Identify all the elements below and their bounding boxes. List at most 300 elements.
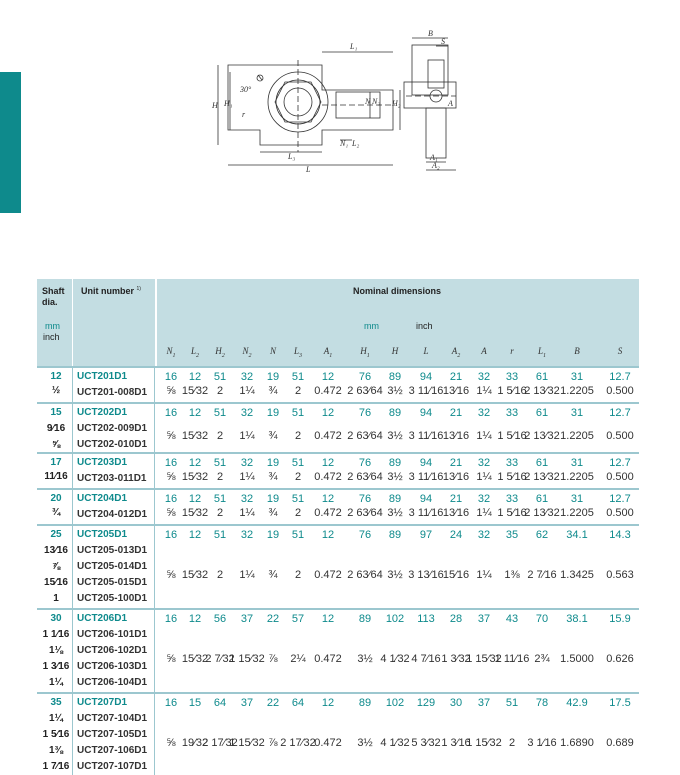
dim-mm-l2: 12 [188, 529, 202, 541]
dim-inch-s: 0.500 [606, 471, 634, 483]
dim-inch-n1: ⅝ [166, 385, 176, 397]
unit-number: UCT202D1 [77, 407, 128, 418]
shaft-dia-inch: ⅞ [51, 561, 61, 572]
dim-mm-a: 32 [477, 407, 491, 419]
dim-mm-l3: 51 [291, 493, 305, 505]
dim-mm-b: 31 [570, 407, 584, 419]
shaft-dia-inch: ⅝ [51, 439, 61, 450]
unit-number: UCT201-008D1 [77, 387, 148, 398]
symbol-l2: $L_2$ [190, 346, 199, 359]
dim-mm-b: 42.9 [566, 697, 588, 709]
dim-mm-a2: 21 [449, 457, 463, 469]
dim-inch-l2: 19⁄32 [181, 737, 209, 749]
symbol-n: N [269, 346, 276, 356]
dim-mm-l2: 12 [188, 407, 202, 419]
group-separator [37, 692, 639, 694]
dim-mm-n1: 16 [164, 697, 178, 709]
dim-mm-l: 113 [417, 613, 435, 625]
dim-mm-h: 89 [388, 371, 402, 383]
dim-inch-l3: 2 17⁄32 [280, 737, 316, 749]
dim-inch-h: 3½ [387, 569, 403, 581]
dim-inch-n2: 1¼ [239, 507, 255, 519]
dim-mm-n: 22 [266, 697, 280, 709]
dim-mm-b: 31 [570, 457, 584, 469]
dim-mm-l3: 64 [291, 697, 305, 709]
dim-inch-l2: 15⁄32 [181, 430, 209, 442]
dim-inch-h1: 3½ [357, 737, 373, 749]
dim-mm-a: 32 [477, 529, 491, 541]
dim-inch-a: 1¼ [476, 385, 492, 397]
dim-mm-a1: 12 [321, 407, 335, 419]
group-separator [37, 452, 639, 454]
dim-mm-h2: 51 [213, 457, 227, 469]
dim-inch-n: ¾ [268, 471, 278, 483]
dim-mm-h2: 56 [213, 613, 227, 625]
dim-inch-h2: 2 [216, 471, 224, 483]
shaft-dia-mm: 30 [50, 613, 62, 624]
shaft-dia-inch: 1⅛ [49, 645, 63, 656]
dim-inch-s: 0.500 [606, 430, 634, 442]
dim-inch-n2: 1 15⁄32 [229, 653, 265, 665]
dim-mm-h1: 76 [358, 493, 372, 505]
dim-inch-l3: 2 [294, 507, 302, 519]
dim-inch-a1: 0.472 [314, 430, 342, 442]
symbol-n1: $N_1$ [166, 346, 176, 359]
dim-mm-h1: 76 [358, 371, 372, 383]
dim-mm-r: 33 [505, 493, 519, 505]
dim-mm-l1: 78 [535, 697, 549, 709]
dim-mm-l: 94 [419, 493, 433, 505]
dim-inch-h2: 2 [216, 507, 224, 519]
symbol-s: S [617, 346, 623, 356]
dim-inch-l3: 2 [294, 471, 302, 483]
unit-number: UCT204-012D1 [77, 509, 148, 520]
dim-mm-a2: 24 [449, 529, 463, 541]
dim-mm-n: 19 [266, 407, 280, 419]
dim-inch-a: 1 15⁄32 [466, 653, 502, 665]
dim-inch-s: 0.689 [606, 737, 634, 749]
dim-mm-a2: 21 [449, 493, 463, 505]
dim-mm-h: 89 [388, 529, 402, 541]
dim-inch-l2: 15⁄32 [181, 507, 209, 519]
nominal-dimensions-header: Nominal dimensions [353, 286, 442, 296]
symbol-l1: $L_1$ [537, 346, 546, 359]
unit-number: UCT206-104D1 [77, 677, 148, 688]
symbol-n2: $N_2$ [242, 346, 252, 359]
dim-inch-a1: 0.472 [314, 569, 342, 581]
dim-inch-s: 0.500 [606, 507, 634, 519]
dim-inch-n: ¾ [268, 430, 278, 442]
dim-inch-a1: 0.472 [314, 385, 342, 397]
symbol-a2: $A_2$ [451, 346, 461, 359]
dim-inch-n2: 1¼ [239, 385, 255, 397]
dim-mm-n1: 16 [164, 613, 178, 625]
symbol-b: B [574, 346, 580, 356]
shaft-dia-inch: 13⁄16 [44, 545, 68, 556]
dim-mm-n2: 32 [240, 493, 254, 505]
dim-mm-a2: 30 [449, 697, 463, 709]
dim-mm-r: 33 [505, 407, 519, 419]
shaft-dia-inch: 1 [53, 593, 59, 604]
dim-inch-l1: 3 1⁄16 [527, 737, 557, 749]
label-A1: A₁ [430, 153, 438, 162]
nominal-mm-label: mm [364, 321, 379, 331]
shaft-dia-mm: 25 [50, 529, 62, 540]
dim-inch-h1: 3½ [357, 653, 373, 665]
label-r: r [242, 110, 246, 119]
label-H2: H₂ [392, 99, 401, 108]
dim-inch-h: 4 1⁄32 [380, 653, 410, 665]
dim-mm-n1: 16 [164, 371, 178, 383]
unit-number: UCT207-106D1 [77, 745, 148, 756]
dim-inch-a2: 15⁄16 [442, 569, 470, 581]
dim-inch-r: 2 [508, 737, 516, 749]
dim-mm-a: 37 [477, 697, 491, 709]
unit-number: UCT205-100D1 [77, 593, 148, 604]
dim-inch-a2: 13⁄16 [442, 385, 470, 397]
label-angle: 30° [240, 85, 252, 94]
unit-number: UCT205-013D1 [77, 545, 148, 556]
dim-mm-l2: 12 [188, 371, 202, 383]
symbol-r: r [510, 346, 514, 356]
label-S: S [441, 37, 445, 46]
dim-inch-a: 1¼ [476, 569, 492, 581]
unit-number: UCT205-015D1 [77, 577, 148, 588]
unit-number: UCT201D1 [77, 371, 128, 382]
shaft-dia-inch: 1⅜ [49, 745, 63, 756]
dim-inch-s: 0.563 [606, 569, 634, 581]
dim-inch-h: 3½ [387, 507, 403, 519]
dim-inch-a2: 1 3⁄32 [441, 653, 471, 665]
dim-mm-l2: 15 [188, 697, 202, 709]
label-N: N [365, 97, 371, 106]
dim-mm-a1: 12 [321, 371, 335, 383]
dim-mm-n2: 32 [240, 371, 254, 383]
dim-mm-a1: 12 [321, 529, 335, 541]
dim-mm-l: 94 [419, 407, 433, 419]
dim-mm-s: 15.9 [609, 613, 631, 625]
unit-number: UCT202-009D1 [77, 423, 148, 434]
dim-inch-n1: ⅝ [166, 430, 176, 442]
dim-mm-h1: 89 [358, 613, 372, 625]
dim-inch-h1: 2 63⁄64 [347, 507, 383, 519]
shaft-inch-label: inch [43, 332, 60, 342]
dim-mm-n2: 37 [240, 613, 254, 625]
dim-mm-h: 89 [388, 457, 402, 469]
dim-inch-h1: 2 63⁄64 [347, 430, 383, 442]
dim-inch-n1: ⅝ [166, 653, 176, 665]
dim-mm-r: 35 [505, 529, 519, 541]
dim-mm-l2: 12 [188, 457, 202, 469]
dim-mm-a: 37 [477, 613, 491, 625]
dim-mm-l3: 51 [291, 407, 305, 419]
dim-mm-n1: 16 [164, 529, 178, 541]
shaft-dia-mm: 20 [50, 493, 62, 504]
symbol-l3: $L_3$ [293, 346, 302, 359]
unit-number: UCT207-104D1 [77, 713, 148, 724]
dim-inch-h: 3½ [387, 430, 403, 442]
unit-number-header: Unit number $^{1)}$ [81, 286, 141, 296]
dim-inch-n2: 1¼ [239, 471, 255, 483]
dim-inch-a2: 13⁄16 [442, 430, 470, 442]
dim-inch-l: 3 11⁄16 [408, 430, 444, 442]
dim-mm-a: 32 [477, 493, 491, 505]
dim-inch-n2: 1 15⁄32 [229, 737, 265, 749]
unit-number: UCT206-103D1 [77, 661, 148, 672]
dim-inch-h: 4 1⁄32 [380, 737, 410, 749]
dim-inch-a1: 0.472 [314, 471, 342, 483]
shaft-dia-inch: 11⁄16 [44, 471, 68, 482]
symbol-a1: $A_1$ [323, 346, 333, 359]
dim-inch-l1: 2 13⁄32 [524, 385, 560, 397]
unit-number: UCT205D1 [77, 529, 128, 540]
dim-mm-h1: 76 [358, 457, 372, 469]
symbol-h: H [391, 346, 399, 356]
dim-mm-n: 19 [266, 371, 280, 383]
dim-mm-h1: 76 [358, 407, 372, 419]
dim-mm-h2: 51 [213, 371, 227, 383]
dim-mm-l3: 51 [291, 529, 305, 541]
dim-inch-b: 1.2205 [560, 507, 594, 519]
dim-inch-h: 3½ [387, 385, 403, 397]
dim-inch-n2: 1¼ [239, 569, 255, 581]
dim-mm-a1: 12 [321, 493, 335, 505]
dim-mm-l: 94 [419, 371, 433, 383]
dim-inch-r: 1 5⁄16 [497, 385, 527, 397]
dim-inch-a2: 1 3⁄16 [441, 737, 471, 749]
dim-inch-n: ⅞ [268, 653, 278, 665]
shaft-dia-inch: 1 1⁄16 [42, 629, 70, 640]
symbol-l: L [423, 346, 429, 356]
unit-number: UCT207-107D1 [77, 761, 148, 772]
dim-inch-l3: 2 [294, 569, 302, 581]
dim-inch-h1: 2 63⁄64 [347, 471, 383, 483]
dim-inch-l: 3 11⁄16 [408, 471, 444, 483]
dim-mm-h: 89 [388, 407, 402, 419]
dim-mm-l: 129 [416, 697, 436, 709]
dim-mm-l1: 61 [535, 493, 549, 505]
dim-inch-l: 5 3⁄32 [411, 737, 441, 749]
dim-mm-s: 12.7 [609, 407, 631, 419]
dim-mm-h1: 76 [358, 529, 372, 541]
dim-mm-s: 12.7 [609, 493, 631, 505]
shaft-dia-inch: 1 5⁄16 [42, 729, 70, 740]
symbol-h1: $H_1$ [360, 346, 370, 359]
dim-inch-l1: 2¾ [534, 653, 550, 665]
dim-inch-r: 1 5⁄16 [497, 471, 527, 483]
dim-mm-l1: 61 [535, 407, 549, 419]
dim-mm-s: 14.3 [609, 529, 631, 541]
dim-mm-l2: 12 [188, 613, 202, 625]
dim-inch-a1: 0.472 [314, 507, 342, 519]
dim-mm-l3: 51 [291, 371, 305, 383]
dim-mm-n2: 37 [240, 697, 254, 709]
symbol-a: A [481, 346, 487, 356]
dim-inch-l: 3 11⁄16 [408, 507, 444, 519]
dim-mm-l3: 57 [291, 613, 305, 625]
dim-inch-b: 1.2205 [560, 471, 594, 483]
dim-inch-r: 1 5⁄16 [497, 507, 527, 519]
dim-mm-b: 31 [570, 371, 584, 383]
dim-inch-n1: ⅝ [166, 737, 176, 749]
dim-mm-s: 12.7 [609, 371, 631, 383]
dim-inch-l: 4 7⁄16 [411, 653, 441, 665]
bearing-unit-technical-drawing [0, 0, 680, 180]
dim-mm-n2: 32 [240, 529, 254, 541]
label-L3: L₃ [288, 152, 296, 161]
dim-inch-a: 1 15⁄32 [466, 737, 502, 749]
dim-mm-a2: 28 [449, 613, 463, 625]
dim-mm-b: 31 [570, 493, 584, 505]
label-L1: L₁ [350, 42, 358, 51]
dim-mm-a2: 21 [449, 407, 463, 419]
dim-mm-r: 51 [505, 697, 519, 709]
dim-mm-a1: 12 [321, 613, 335, 625]
dim-mm-l1: 70 [535, 613, 549, 625]
dim-inch-n1: ⅝ [166, 471, 176, 483]
dim-inch-l3: 2¼ [290, 653, 306, 665]
unit-number: UCT204D1 [77, 493, 128, 504]
label-L: L [306, 165, 311, 174]
dim-inch-n: ¾ [268, 507, 278, 519]
dim-inch-n2: 1¼ [239, 430, 255, 442]
unit-number: UCT207D1 [77, 697, 128, 708]
dim-inch-n: ¾ [268, 385, 278, 397]
dim-mm-r: 33 [505, 457, 519, 469]
shaft-dia-inch: 1¼ [49, 677, 63, 688]
dim-mm-h: 102 [385, 697, 405, 709]
dim-inch-l2: 15⁄32 [181, 569, 209, 581]
unit-number: UCT203D1 [77, 457, 128, 468]
group-separator [37, 402, 639, 404]
shaft-dia-mm: 15 [50, 407, 62, 418]
dim-inch-h2: 2 17⁄32 [202, 737, 238, 749]
shaft-dia-inch: 1 7⁄16 [42, 761, 70, 772]
dim-mm-l3: 51 [291, 457, 305, 469]
dim-mm-n: 22 [266, 613, 280, 625]
dim-inch-b: 1.2205 [560, 430, 594, 442]
dim-mm-h1: 89 [358, 697, 372, 709]
dim-inch-b: 1.6890 [560, 737, 594, 749]
shaft-dia-mm: 12 [50, 371, 62, 382]
unit-number: UCT203-011D1 [77, 473, 147, 484]
dim-inch-l3: 2 [294, 385, 302, 397]
dim-inch-b: 1.3425 [560, 569, 594, 581]
dim-mm-s: 12.7 [609, 457, 631, 469]
dim-mm-a1: 12 [321, 457, 335, 469]
group-separator [37, 488, 639, 490]
group-separator [37, 366, 639, 368]
dim-mm-n1: 16 [164, 407, 178, 419]
dim-mm-h: 102 [385, 613, 405, 625]
dim-inch-a2: 13⁄16 [442, 507, 470, 519]
dim-mm-n: 19 [266, 529, 280, 541]
dim-inch-n: ¾ [268, 569, 278, 581]
dim-mm-n: 19 [266, 493, 280, 505]
symbol-h2: $H_2$ [215, 346, 225, 359]
dim-mm-h2: 51 [213, 529, 227, 541]
dim-inch-l2: 15⁄32 [181, 471, 209, 483]
dim-inch-l2: 15⁄32 [181, 653, 209, 665]
dim-inch-r: 1⅜ [504, 569, 520, 581]
label-H: H [212, 101, 218, 110]
unit-number: UCT205-014D1 [77, 561, 148, 572]
dim-mm-r: 33 [505, 371, 519, 383]
shaft-dia-header: Shaft dia. [42, 286, 65, 307]
dim-inch-l1: 2 7⁄16 [527, 569, 557, 581]
dim-mm-a: 32 [477, 371, 491, 383]
dim-mm-h2: 51 [213, 407, 227, 419]
group-separator [37, 524, 639, 526]
dim-inch-l1: 2 13⁄32 [524, 430, 560, 442]
shaft-dia-inch: ½ [51, 385, 61, 396]
dim-inch-b: 1.5000 [560, 653, 594, 665]
dim-inch-r: 1 11⁄16 [494, 653, 530, 665]
unit-number: UCT202-010D1 [77, 439, 148, 450]
dim-inch-r: 1 5⁄16 [497, 430, 527, 442]
dim-mm-a1: 12 [321, 697, 335, 709]
dim-inch-a: 1¼ [476, 471, 492, 483]
dim-inch-n: ⅞ [268, 737, 278, 749]
dim-mm-l1: 61 [535, 371, 549, 383]
dim-mm-a: 32 [477, 457, 491, 469]
dim-inch-a: 1¼ [476, 430, 492, 442]
dim-inch-h1: 2 63⁄64 [347, 569, 383, 581]
shaft-dia-inch: ¾ [51, 507, 61, 518]
label-N1: N₁ [340, 139, 349, 148]
dim-inch-s: 0.500 [606, 385, 634, 397]
dim-mm-b: 38.1 [566, 613, 588, 625]
shaft-dia-inch: 9⁄16 [46, 423, 66, 434]
dim-inch-h2: 2 7⁄32 [205, 653, 235, 665]
dim-inch-a2: 13⁄16 [442, 471, 470, 483]
dim-mm-a2: 21 [449, 371, 463, 383]
label-A: A [448, 99, 453, 108]
dim-inch-s: 0.626 [606, 653, 634, 665]
dim-mm-n1: 16 [164, 493, 178, 505]
shaft-mm-label: mm [45, 321, 60, 331]
label-A2: A₂ [432, 161, 440, 170]
dim-inch-h2: 2 [216, 385, 224, 397]
shaft-dia-inch: 1 3⁄16 [42, 661, 70, 672]
unit-number: UCT206-101D1 [77, 629, 148, 640]
group-separator [37, 608, 639, 610]
dim-inch-h1: 2 63⁄64 [347, 385, 383, 397]
dim-mm-l1: 62 [535, 529, 549, 541]
dim-mm-h: 89 [388, 493, 402, 505]
dim-inch-h2: 2 [216, 430, 224, 442]
dim-mm-n2: 32 [240, 457, 254, 469]
dim-inch-a1: 0.472 [314, 737, 342, 749]
dim-mm-b: 34.1 [566, 529, 588, 541]
dim-mm-l1: 61 [535, 457, 549, 469]
dim-mm-r: 43 [505, 613, 519, 625]
dim-mm-n: 19 [266, 457, 280, 469]
dim-inch-l1: 2 13⁄32 [524, 507, 560, 519]
label-H1: H₁ [224, 99, 233, 108]
dim-inch-b: 1.2205 [560, 385, 594, 397]
label-L2: L₂ [352, 139, 360, 148]
nominal-inch-label: inch [416, 321, 433, 331]
dim-inch-n1: ⅝ [166, 507, 176, 519]
dim-inch-a1: 0.472 [314, 653, 342, 665]
dim-mm-s: 17.5 [609, 697, 631, 709]
unit-number: UCT206-102D1 [77, 645, 148, 656]
dim-inch-l2: 15⁄32 [181, 385, 209, 397]
shaft-dia-inch: 15⁄16 [44, 577, 68, 588]
dim-mm-l: 94 [419, 457, 433, 469]
dim-mm-h2: 51 [213, 493, 227, 505]
